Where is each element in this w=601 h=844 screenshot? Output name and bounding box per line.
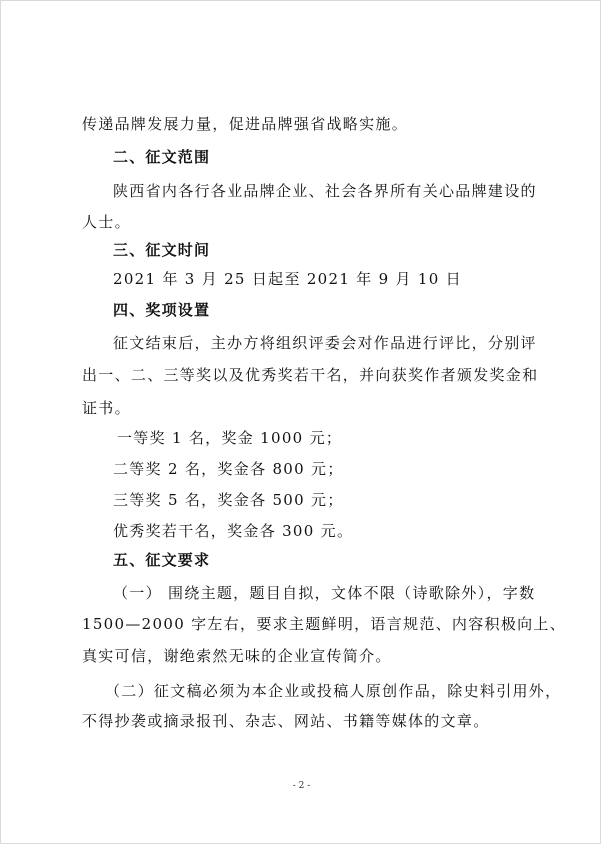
paragraph-line: 人士。 — [82, 213, 131, 231]
paragraph-line: （一） 围绕主题，题目自拟，文体不限（诗歌除外），字数 — [113, 584, 536, 602]
award-item-excellence: 优秀奖若干名，奖金各 300 元。 — [113, 522, 354, 540]
award-item-third: 三等奖 5 名，奖金各 500 元； — [113, 491, 344, 509]
section-heading-time: 三、征文时间 — [113, 241, 211, 259]
paragraph-line: （二）征文稿必须为本企业或投稿人原创作品，除史料引用外， — [105, 682, 562, 700]
paragraph-line: 1500—2000 字左右，要求主题鲜明，语言规范、内容积极向上、 — [82, 615, 567, 633]
award-item-first: 一等奖 1 名，奖金 1000 元； — [117, 429, 343, 447]
paragraph-line: 证书。 — [82, 399, 131, 417]
section-heading-requirements: 五、征文要求 — [113, 551, 211, 569]
paragraph-line: 陕西省内各行各业品牌企业、社会各界所有关心品牌建设的 — [113, 182, 537, 200]
page-number: - 2 - — [292, 781, 311, 791]
paragraph-line: 不得抄袭或摘录报刊、杂志、网站、书籍等媒体的文章。 — [82, 712, 490, 730]
paragraph-line: 传递品牌发展力量，促进品牌强省战略实施。 — [82, 115, 409, 133]
paragraph-line: 2021 年 3 月 25 日起至 2021 年 9 月 10 日 — [113, 270, 462, 288]
award-item-second: 二等奖 2 名，奖金各 800 元； — [113, 460, 344, 478]
paragraph-line: 真实可信，谢绝索然无味的企业宣传简介。 — [82, 647, 392, 665]
paragraph-line: 征文结束后，主办方将组织评委会对作品进行评比，分别评 — [113, 334, 537, 352]
section-heading-scope: 二、征文范围 — [113, 148, 211, 166]
section-heading-awards: 四、奖项设置 — [113, 301, 211, 319]
paragraph-line: 出一、二、三等奖以及优秀奖若干名，并向获奖作者颁发奖金和 — [82, 366, 539, 384]
